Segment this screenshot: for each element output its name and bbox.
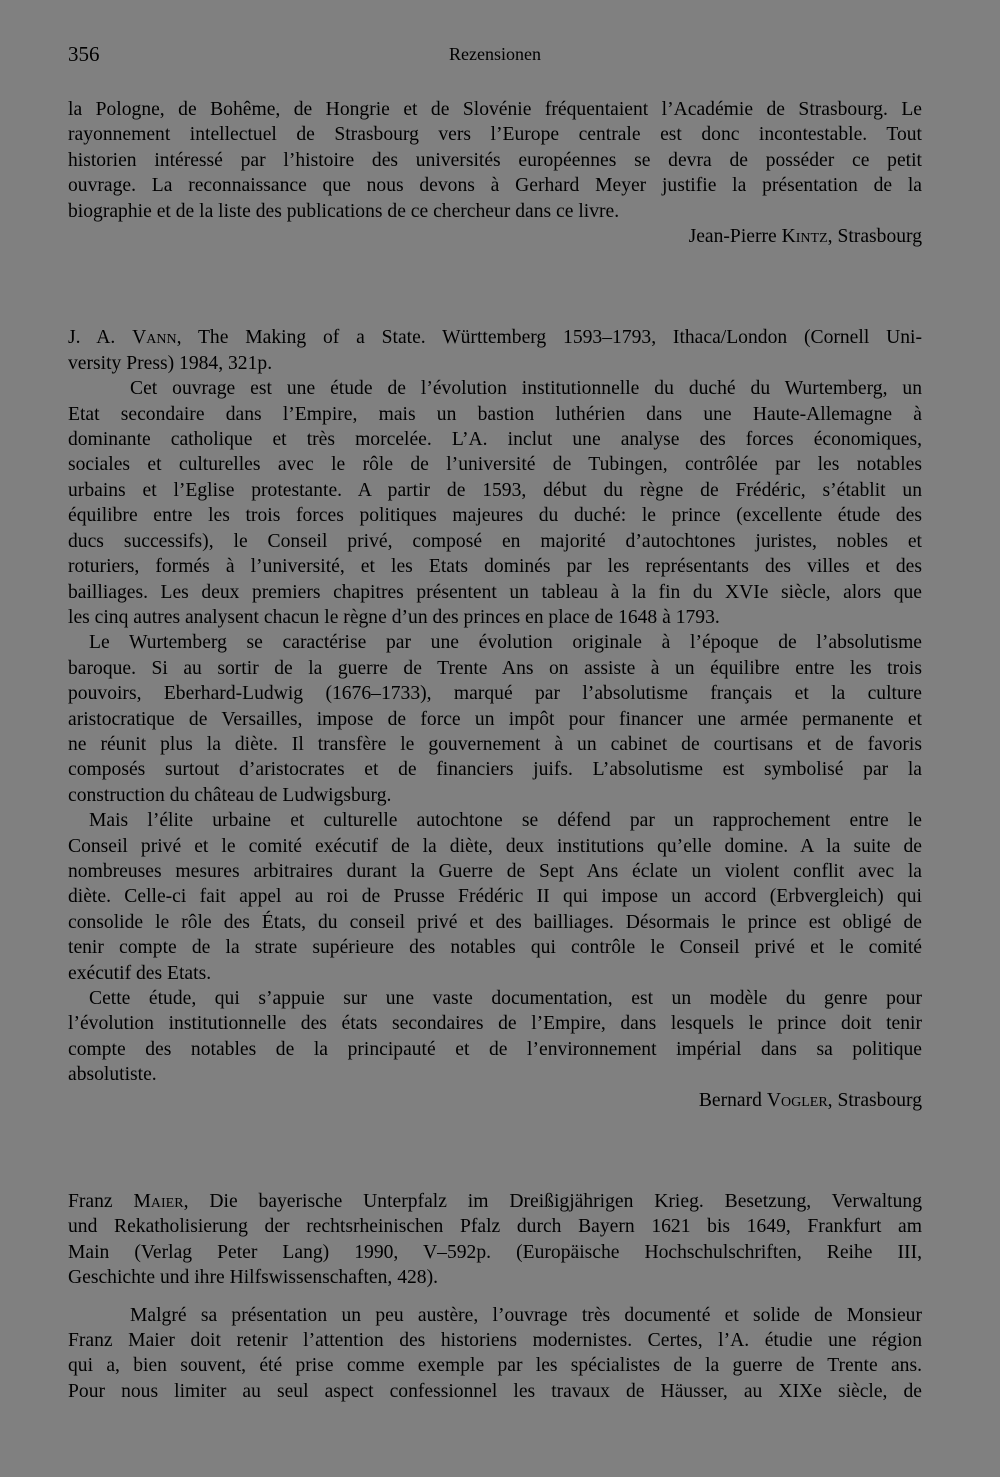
reviewer-surname: Vogler bbox=[766, 1089, 828, 1111]
citation-line: versity Press) 1984, 321p. bbox=[68, 352, 273, 374]
text-line: aristocratique de Versailles, impose de force un impôt pour financer une armée permanente et bbox=[68, 708, 922, 730]
text-line: les cinq autres analysent chacun le règne d’un des princes en place de 1648 à 1793. bbox=[68, 606, 720, 628]
text-line: urbains et l’Eglise protestante. A partir de 1593, début du règne de Frédéric, s’établit un bbox=[68, 479, 922, 501]
citation-line: J. A. Vann, The Making of a State. Württemberg 1593–1793, Ithaca/London (Cornell Uni- bbox=[68, 327, 922, 349]
text-line: nombreuses mesures arbitraires durant la Guerre de Sept Ans éclate un violent conflit avec la bbox=[68, 860, 922, 882]
text-line: historien intéressé par l’histoire des universités européennes se devra de posséder ce petit bbox=[68, 149, 922, 171]
text-line: équilibre entre les trois forces politiques majeures du duché: le prince (excellente étude des bbox=[68, 505, 922, 527]
text-line: absolutiste. bbox=[68, 1064, 157, 1086]
text-line: ouvrage. La reconnaissance que nous devons à Gerhard Meyer justifie la présentation de la bbox=[68, 175, 922, 197]
text-line: qui a, bien souvent, été prise comme exemple par les spécialistes de la guerre de Trente ans. bbox=[68, 1355, 922, 1377]
text-line: ducs successifs), le Conseil privé, composé en majorité d’autochtones juristes, nobles et bbox=[68, 530, 922, 552]
text-line: baroque. Si au sortir de la guerre de Trente Ans on assiste à un équilibre entre les trois bbox=[68, 657, 922, 679]
text-line: ne réunit plus la diète. Il transfère le gouvernement à un cabinet de courtisans et de favoris bbox=[68, 733, 922, 755]
reviewer-signature: Bernard Vogler, Strasbourg bbox=[698, 1089, 922, 1111]
citation-line: Geschichte und ihre Hilfswissenschaften, 428). bbox=[68, 1267, 439, 1289]
text-line: Franz Maier doit retenir l’attention des historiens modernistes. Certes, l’A. étudie une région bbox=[68, 1330, 922, 1352]
text-line: bailliages. Les deux premiers chapitres présentent un tableau à la fin du XVIe siècle, alors que bbox=[68, 581, 922, 603]
text-line: consolide le rôle des États, du conseil privé et des bailliages. Désormais le prince est obligé de bbox=[68, 911, 922, 933]
text-line: Mais l’élite urbaine et culturelle autochtone se défend par un rapprochement entre le bbox=[89, 810, 922, 832]
text-line: composés surtout d’aristocrates et de financiers juifs. L’absolutisme est symbolisé par la bbox=[68, 759, 922, 781]
author-surname: Maier bbox=[133, 1191, 184, 1213]
text-line: sociales et culturelles avec le rôle de l’université de Tubingen, contrôlée par les notables bbox=[68, 454, 922, 476]
text-line: biographie et de la liste des publications de ce chercheur dans ce livre. bbox=[68, 200, 620, 222]
author-surname: Vann bbox=[132, 327, 177, 349]
citation-line: Franz Maier, Die bayerische Unterpfalz im Dreißigjährigen Krieg. Besetzung, Verwaltung bbox=[68, 1191, 922, 1213]
review-kintz bbox=[68, 97, 922, 249]
text-line: Etat secondaire dans l’Empire, mais un bastion luthérien dans une Haute-Allemagne à bbox=[68, 403, 922, 425]
text-line: compte des notables de la principauté et de l’environnement impérial dans sa politique bbox=[68, 1038, 922, 1060]
page-body bbox=[68, 97, 922, 1404]
reviewer-signature: Jean-Pierre Kintz, Strasbourg bbox=[688, 226, 922, 248]
reviewer-surname: Kintz bbox=[781, 226, 828, 248]
review-maier bbox=[68, 1189, 922, 1404]
citation-line: und Rekatholisierung der rechtsrheinischen Pfalz durch Bayern 1621 bis 1649, Frankfurt am bbox=[68, 1216, 922, 1238]
text-line: Cette étude, qui s’appuie sur une vaste documentation, est un modèle du genre pour bbox=[89, 988, 922, 1009]
text-line: rayonnement intellectuel de Strasbourg vers l’Europe centrale est donc incontestable. Tout bbox=[68, 124, 922, 146]
text-line: diète. Celle-ci fait appel au roi de Prusse Frédéric II qui impose un accord (Erbvergleich) qui bbox=[68, 886, 922, 908]
review-vann bbox=[68, 325, 922, 1113]
text-line: Le Wurtemberg se caractérise par une évolution originale à l’époque de l’absolutisme bbox=[89, 632, 922, 654]
text-line: Cet ouvrage est une étude de l’évolution institutionnelle du duché du Wurtemberg, un bbox=[130, 378, 922, 400]
text-line: dominante catholique et très morcelée. L’A. inclut une analyse des forces économiques, bbox=[68, 429, 922, 451]
text-line: l’évolution institutionnelle des états secondaires de l’Empire, dans lesquels le prince doit tenir bbox=[68, 1013, 922, 1035]
text-line: Pour nous limiter au seul aspect confessionnel les travaux de Häusser, au XIXe siècle, de bbox=[68, 1380, 922, 1402]
text-line: exécutif des Etats. bbox=[68, 962, 212, 984]
text-line: roturiers, formés à l’université, et les Etats dominés par les représentants des villes et des bbox=[68, 556, 922, 578]
page-header bbox=[68, 42, 922, 72]
text-line: Malgré sa présentation un peu austère, l’ouvrage très documenté et solide de Monsieur bbox=[130, 1304, 922, 1326]
text-line: construction du château de Ludwigsburg. bbox=[68, 784, 392, 806]
text-line: la Pologne, de Bohême, de Hongrie et de Slovénie fréquentaient l’Académie de Strasbourg. Le bbox=[68, 99, 922, 120]
page-number: 356 bbox=[68, 42, 100, 66]
running-head: Rezensionen bbox=[449, 44, 541, 64]
text-line: pouvoirs, Eberhard-Ludwig (1676–1733), marqué par l’absolutisme français et la culture bbox=[68, 683, 922, 705]
text-line: tenir compte de la strate supérieure des notables qui contrôle le Conseil privé et le comité bbox=[68, 937, 922, 959]
citation-line: Main (Verlag Peter Lang) 1990, V–592p. (Europäische Hochschulschriften, Reihe III, bbox=[68, 1241, 922, 1263]
text-line: Conseil privé et le comité exécutif de la diète, deux institutions qu’elle domine. A la suite de bbox=[68, 835, 922, 857]
